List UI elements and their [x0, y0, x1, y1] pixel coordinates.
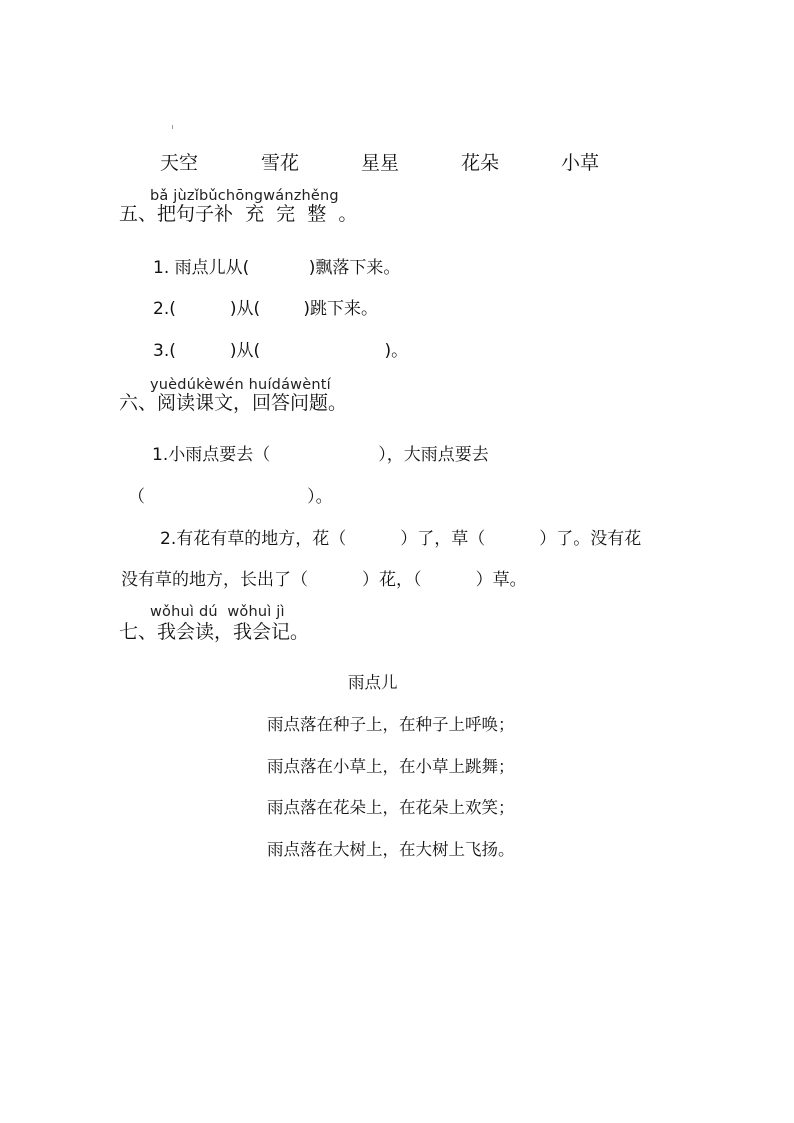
poem-title: 雨点儿: [348, 673, 398, 692]
section7-heading: 七、我会读，我会记。: [119, 621, 310, 643]
word-huaduo: 花朵: [461, 152, 500, 174]
section5-item-1: 1. 雨点儿从( )飘落下来。: [153, 258, 401, 278]
section5-heading: 五、把句子补 充 完 整 。: [119, 203, 358, 225]
poem-line-4: 雨点落在大树上，在大树上飞扬。: [267, 840, 515, 859]
section6-heading: 六、阅读课文，回答问题。: [119, 392, 348, 414]
section5-item-2: 2.( )从( )跳下来。: [153, 299, 379, 319]
section5-pinyin: bǎ jùzǐbǔchōngwánzhěng: [150, 188, 339, 204]
section6-question-1-line-1: 1.小雨点要去（ ），大雨点要去: [152, 445, 489, 465]
section5-item-3: 3.( )从( )。: [153, 341, 409, 361]
section6-question-2-line-1: 2.有花有草的地方，花（ ）了，草（ ）了。没有花: [160, 529, 642, 549]
word-tiankong: 天空: [160, 152, 199, 174]
word-xuehua: 雪花: [261, 152, 300, 174]
poem-line-1: 雨点落在种子上，在种子上呼唤；: [267, 715, 515, 734]
section6-question-2-line-2: 没有草的地方，长出了（ ）花，（ ）草。: [121, 570, 527, 590]
poem-line-2: 雨点落在小草上，在小草上跳舞；: [267, 757, 515, 776]
word-xiaocao: 小草: [561, 152, 600, 174]
scan-mark: [172, 125, 173, 129]
poem-line-3: 雨点落在花朵上，在花朵上欢笑；: [267, 798, 515, 817]
section7-pinyin: wǒhuì dú wǒhuì jì: [150, 604, 285, 620]
section6-question-1-line-2: （ ）。: [128, 487, 333, 507]
word-xingxing: 星星: [361, 152, 400, 174]
section6-pinyin: yuèdúkèwén huídáwèntí: [150, 377, 331, 393]
